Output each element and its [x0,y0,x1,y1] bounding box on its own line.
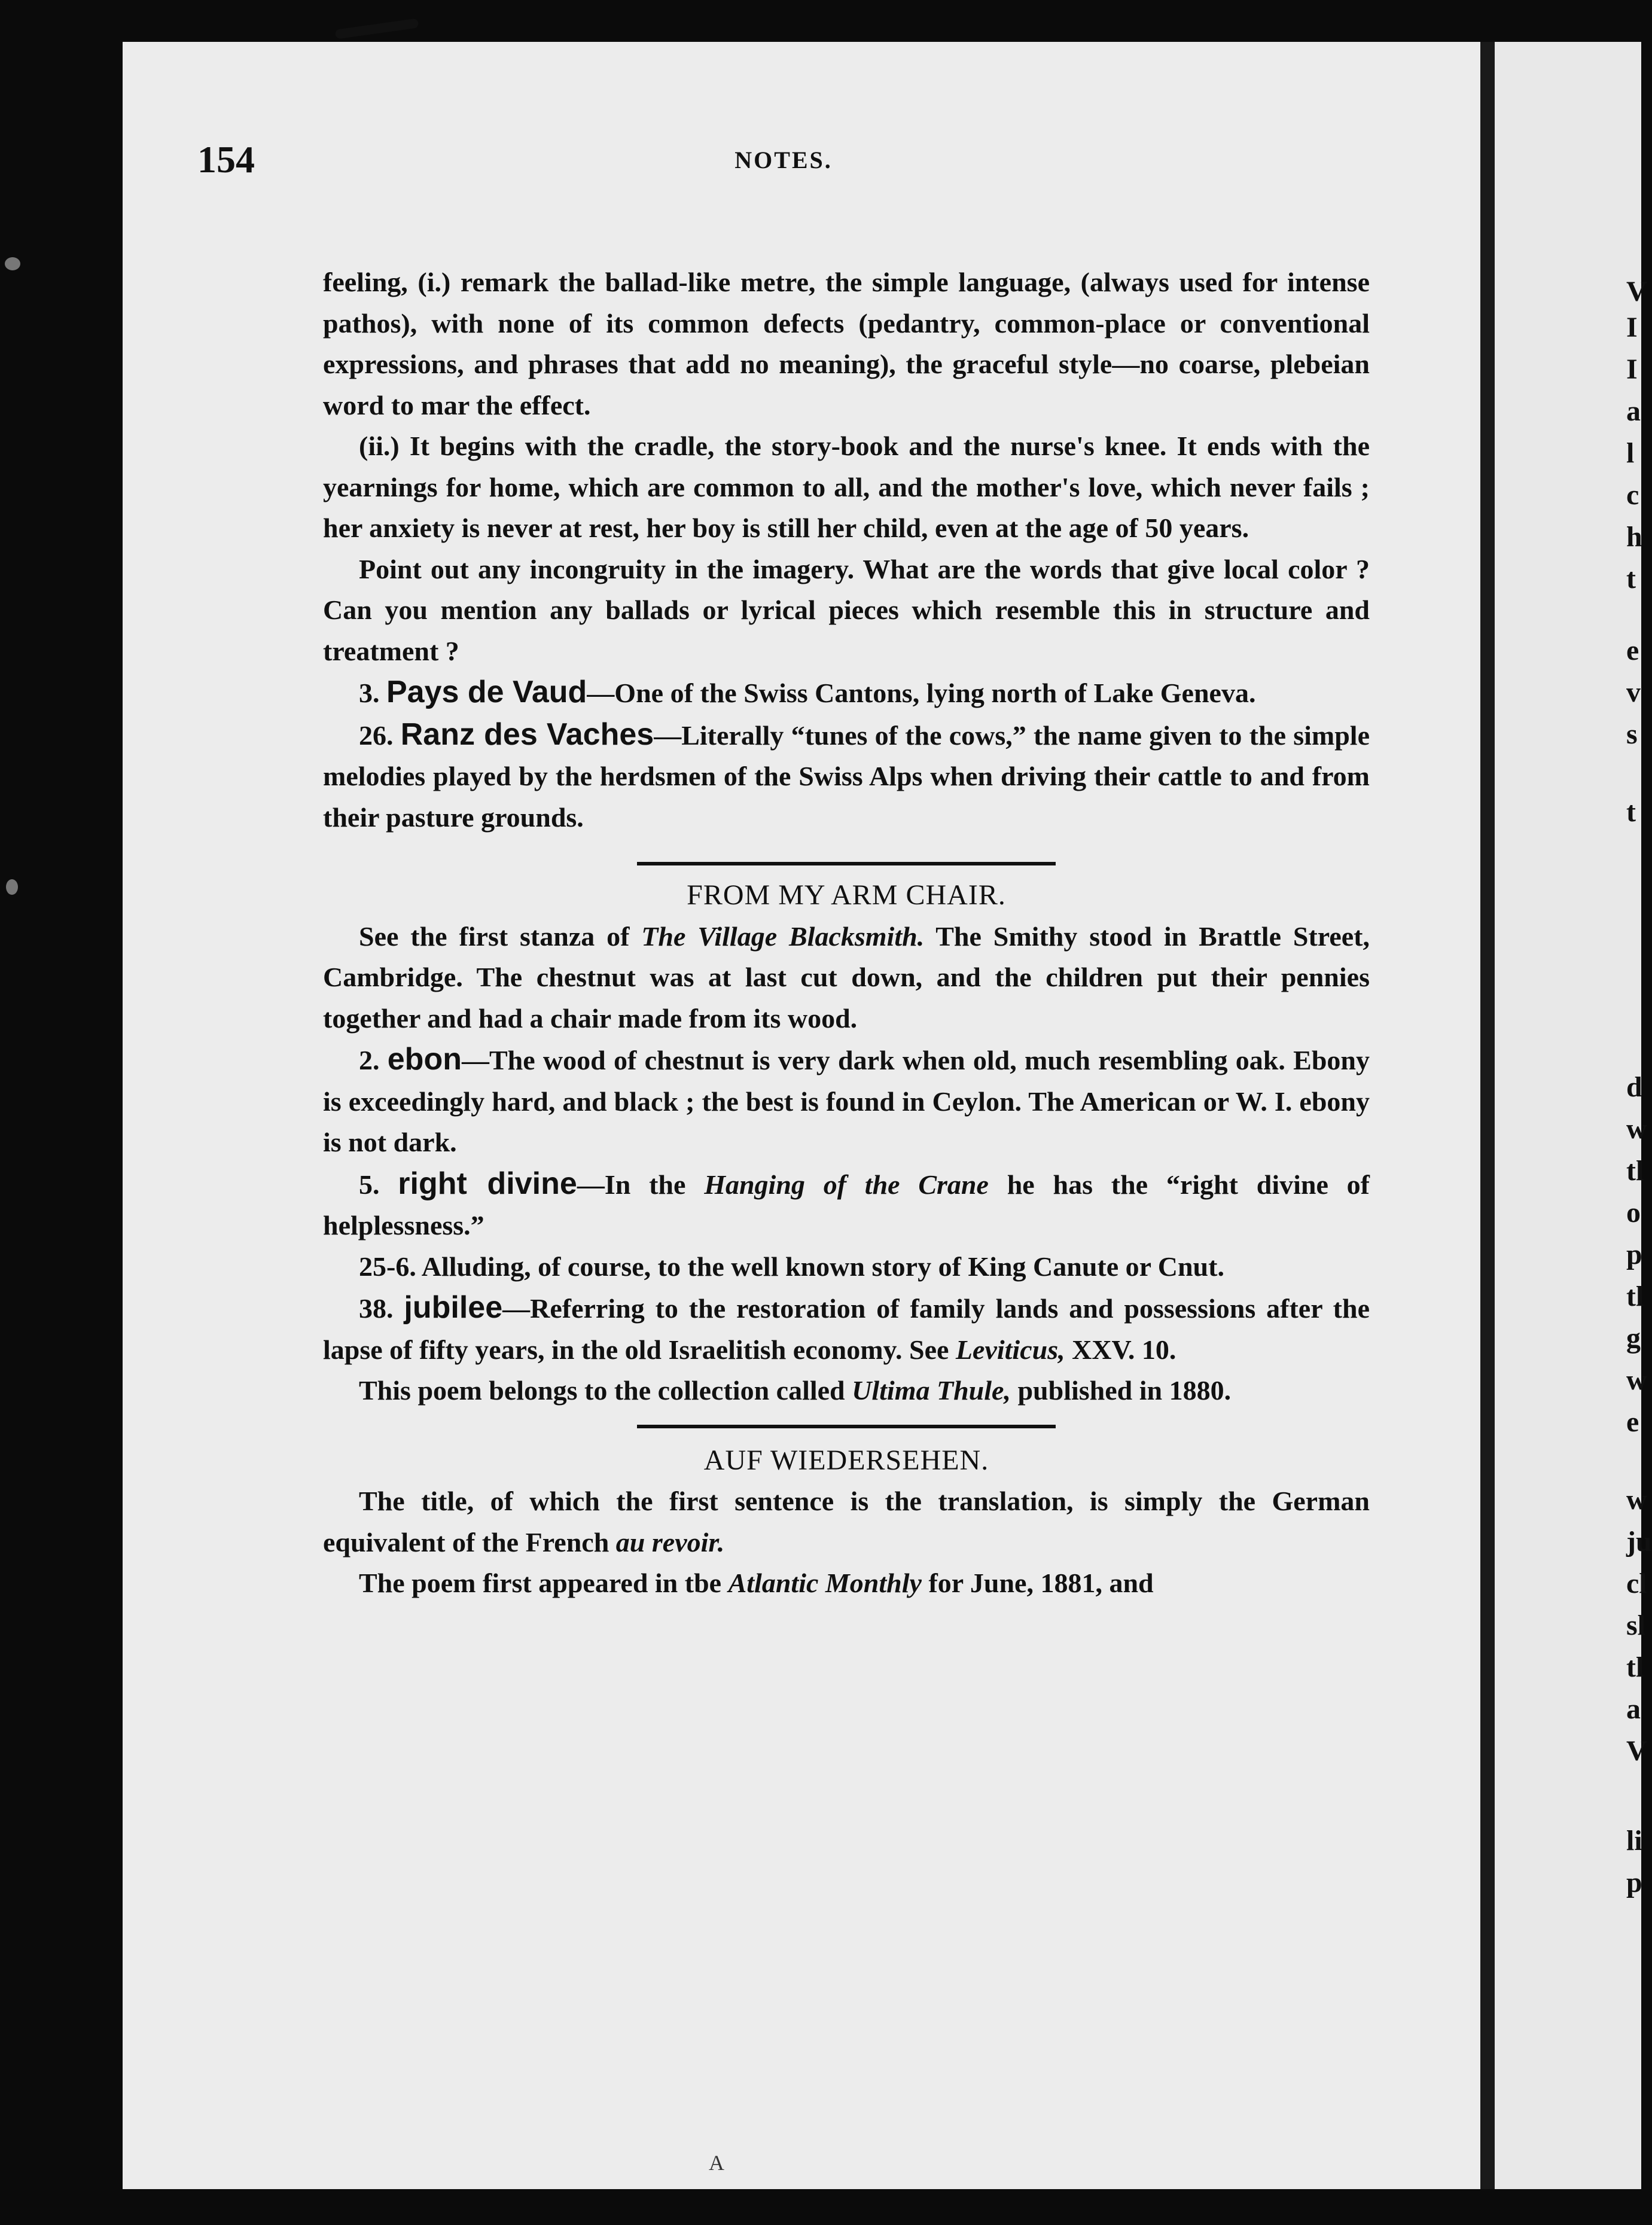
page-body [323,262,1370,1604]
right-page-fragment: V [1626,1735,1647,1767]
right-page-fragment: I [1626,353,1638,385]
note-text: —One of the Swiss Cantons, lying north of Lake Geneva. [587,678,1256,708]
paragraph: feeling, (i.) remark the ballad-like metre, the simple language, (always used for intense pathos), with none of its common defects (pedantry, common-place or conventional expressions, and phrases that add no meaning), the graceful style—no coarse, plebeian word to mar the effect. [323,267,1370,420]
right-page-fragment: p [1626,1239,1642,1270]
note-25-6: 25-6. Alluding, of course, to the well known story of King Canute or Cnut. [359,1251,1224,1282]
right-page-fragment: a [1626,1693,1641,1725]
right-page-fragment: s [1626,718,1638,750]
foreign-phrase: au revoir. [615,1526,725,1558]
section-title: FROM MY ARM CHAIR. [687,879,1006,911]
paragraph [323,1563,1370,1604]
right-page-fragment: c [1626,479,1639,511]
right-page-fragment: w [1626,1484,1647,1516]
right-page-fragment: d [1626,1071,1642,1103]
right-page-fragment: ju [1626,1526,1652,1558]
text-run: published in 1880. [1010,1375,1232,1406]
note-number: 38. [359,1293,394,1324]
note-term: right divine [398,1166,577,1201]
scan-artifact [335,18,419,39]
right-page-fragment: t [1626,563,1636,595]
right-page-fragment: v [1626,676,1641,708]
running-head: NOTES. [734,147,833,173]
note-term: Ranz des Vaches [400,717,654,752]
note-38 [323,1287,1370,1370]
text-run: The Smithy stood in Brattle Street, Cambridge. The chestnut was at last cut down, and the children put their pennies together and had a chair made from its wood. [323,921,1370,1034]
work-title: Leviticus, [955,1334,1065,1365]
edge-speck [5,257,20,270]
note-5 [323,1163,1370,1246]
right-page-fragment: g [1626,1322,1641,1354]
text-run: for June, 1881, and [921,1568,1154,1598]
right-page-fragment: e [1626,635,1639,666]
edge-speck [6,879,18,895]
note-number: 3. [359,678,380,708]
bottom-mark: A [709,2151,724,2175]
note-3 [323,672,1370,714]
note-text: he has the “right divine of helplessness.” [323,1169,1370,1240]
text-run: This poem belongs to the collection called [359,1375,852,1406]
right-page-fragment: tl [1626,1281,1644,1312]
section-title: AUF WIEDERSEHEN. [703,1444,989,1476]
closing-note [323,1370,1370,1412]
note-term: ebon [387,1042,462,1077]
right-page-fragment: t [1626,796,1636,828]
note-term: jubilee [404,1290,503,1325]
right-page-fragment: cl [1626,1568,1647,1599]
right-page-fragment: sl [1626,1610,1646,1641]
paragraph [323,1481,1370,1563]
right-page-edge [1495,42,1652,2189]
right-page-fragment: p [1626,1867,1642,1898]
note-text: —The wood of chestnut is very dark when old, much resembling oak. Ebony is exceedingly hard, and black ; the best is found in Ceylon. The American or W. I. ebony is not dark. [323,1045,1370,1157]
right-page-fragment: li [1626,1825,1642,1857]
right-page-fragment: V [1626,276,1647,307]
note-term: Pays de Vaud [386,675,587,709]
right-page-fragment: o [1626,1197,1641,1229]
text-run: The poem first appeared in tbe [359,1568,729,1598]
note-text: —In the [577,1169,705,1200]
note-number: 26. [359,720,394,751]
note-number: 5. [359,1169,380,1200]
work-title: Ultima Thule, [852,1375,1011,1406]
page-number: 154 [197,138,255,181]
paragraph: Point out any incongruity in the imagery. What are the words that give local color ? Can you mention any ballads or lyrical pieces which resemble this in structure and treatment ? [323,553,1370,666]
note-number: 2. [359,1045,380,1075]
right-page-fragment: w [1626,1364,1647,1396]
work-title: Atlantic Monthly [728,1568,922,1598]
right-page-fragment: e [1626,1406,1639,1438]
right-page-fragment: h [1626,521,1642,553]
work-title: The Village Blacksmith. [641,921,925,952]
right-page-fragment: tl [1626,1155,1644,1187]
page-header [197,138,1370,185]
paragraph: (ii.) It begins with the cradle, the story-book and the nurse's knee. It ends with the yearnings for home, which are common to all, and the mother's love, which never fails ; her anxiety is never at rest, her boy is still her child, even at the age of 50 years. [323,431,1370,543]
note-2 [323,1039,1370,1163]
right-page-fragment: a [1626,395,1641,427]
section-intro [323,916,1370,1040]
right-page-fragment: w [1626,1113,1647,1145]
text-run: See the first stanza of [359,921,642,952]
note-text: —Referring to the restoration of family lands and possessions after the lapse of fifty years, in the old Israelitish economy. See [323,1293,1370,1365]
right-page-fragment: l [1626,437,1635,469]
note-26 [323,714,1370,839]
book-spine [1480,42,1495,2189]
right-page-fragment: I [1626,312,1638,343]
note-text: —Literally “tunes of the cows,” the name given to the simple melodies played by the herdsmen of the Swiss Alps when driving their cattle to and from their pasture grounds. [323,720,1370,833]
work-title: Hanging of the Crane [704,1169,989,1200]
text-run: The title, of which the first sentence is the translation, is simply the German equivalent of the French [323,1486,1370,1558]
right-page-fragment: tl [1626,1651,1644,1683]
note-text: XXV. 10. [1065,1334,1176,1365]
